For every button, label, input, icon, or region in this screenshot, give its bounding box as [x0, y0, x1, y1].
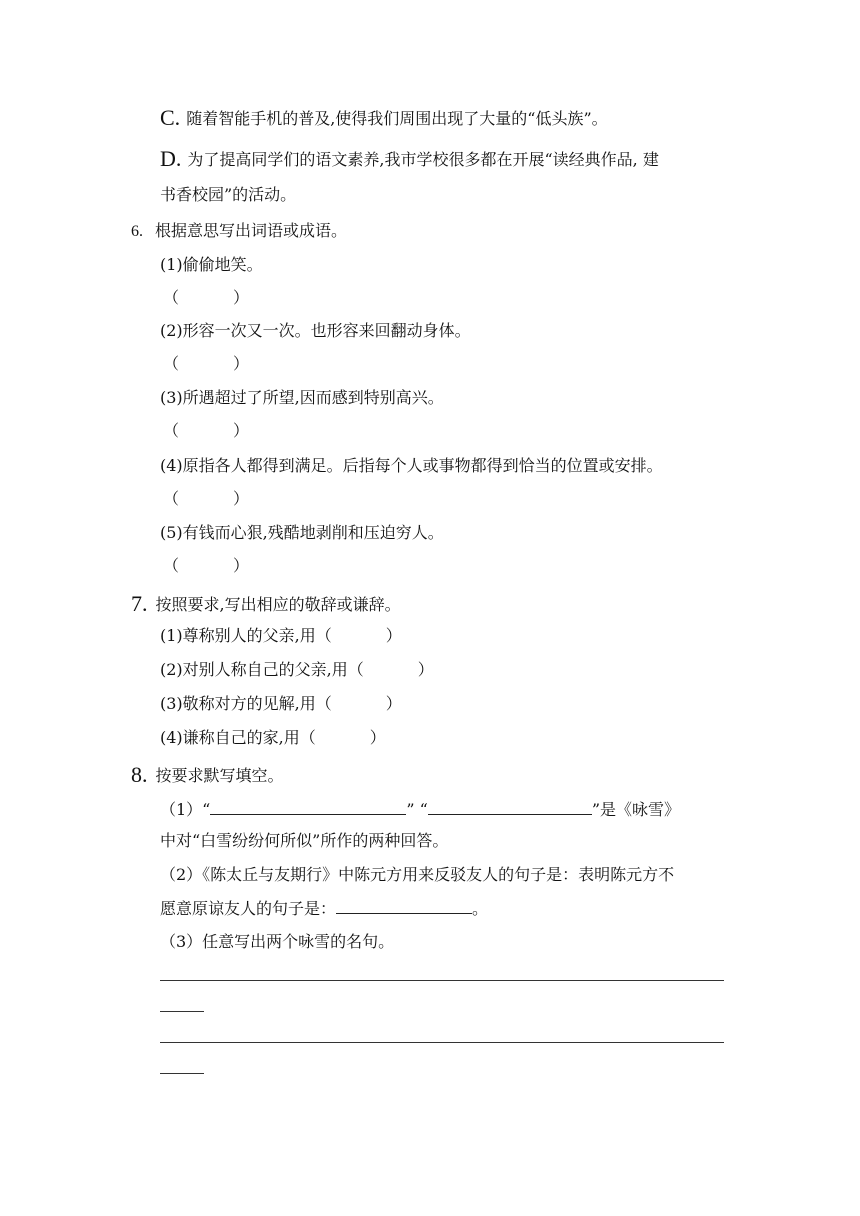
paren-open: （ [163, 556, 180, 575]
q8-part-2-prefix: 愿意原谅友人的句子是： [160, 899, 337, 918]
q7-item-1-text: (1)尊称别人的父亲,用 [160, 626, 316, 645]
option-d-line2: 书香校园”的活动。 [160, 185, 297, 204]
option-d [160, 147, 659, 171]
paren-open: （ [315, 626, 332, 645]
option-d-letter: D. [160, 146, 182, 171]
q7-item-2 [160, 659, 434, 681]
question-6 [131, 220, 347, 243]
q6-item-5: (5)有钱而心狠,残酷地剥削和压迫穷人。 [160, 523, 444, 542]
paren-close: ） [385, 626, 402, 645]
paren-open: （ [163, 421, 180, 440]
paren-close: ） [233, 354, 250, 373]
paren-close: ） [417, 660, 434, 679]
q8-part-1-line2: 中对“白雪纷纷何所似”所作的两种回答。 [160, 831, 449, 850]
answer-line-1-cont[interactable] [160, 1011, 204, 1012]
paren-open: （ [163, 288, 180, 307]
question-7-title: 按照要求,写出相应的敬辞或谦辞。 [155, 595, 401, 614]
q6-answer-3[interactable] [163, 420, 249, 442]
paren-close: ） [233, 421, 250, 440]
question-8-title: 按要求默写填空。 [155, 766, 284, 785]
paren-open: （ [299, 728, 316, 747]
q8-part-2-suffix: 。 [472, 899, 489, 918]
question-6-title: 根据意思写出词语或成语。 [155, 221, 348, 240]
q8-blank-1[interactable] [210, 798, 406, 815]
q6-item-1: (1)偷偷地笑。 [160, 255, 263, 274]
paren-open: （ [163, 354, 180, 373]
q8-part-3: （3）任意写出两个咏雪的名句。 [160, 932, 395, 951]
q8-part-2-line1: （2）《陈太丘与友期行》中陈元方用来反驳友人的句子是：表明陈元方不 [160, 865, 675, 884]
q7-item-4 [160, 727, 386, 749]
q8-blank-2[interactable] [428, 798, 592, 815]
paren-close: ） [233, 556, 250, 575]
option-c-text: 随着智能手机的普及,使得我们周围出现了大量的“低头族”。 [186, 109, 608, 128]
q6-answer-5[interactable] [163, 555, 249, 577]
q6-answer-1[interactable] [163, 287, 249, 309]
paren-close: ） [233, 288, 250, 307]
question-8 [131, 763, 284, 787]
question-6-number: 6. [131, 223, 143, 240]
paren-open: （ [163, 489, 180, 508]
q7-item-2-text: (2)对别人称自己的父亲,用 [160, 660, 348, 679]
answer-line-2-cont[interactable] [160, 1073, 204, 1074]
q7-item-4-text: (4)谦称自己的家,用 [160, 728, 300, 747]
q8-blank-3[interactable] [336, 897, 472, 914]
answer-line-2[interactable] [160, 1042, 724, 1043]
paren-open: （ [315, 694, 332, 713]
paren-close: ） [385, 694, 402, 713]
q6-item-3: (3)所遇超过了所望,因而感到特别高兴。 [160, 388, 444, 407]
question-7-number: 7. [131, 591, 148, 616]
option-c-letter: C. [160, 105, 181, 130]
paren-close: ） [369, 728, 386, 747]
q7-item-3-text: (3)敬称对方的见解,用 [160, 694, 316, 713]
q8-part-1-prefix: （1）“ [160, 800, 211, 819]
question-7 [131, 592, 401, 616]
q6-answer-4[interactable] [163, 488, 249, 510]
answer-line-1[interactable] [160, 980, 724, 981]
q7-item-3 [160, 693, 402, 715]
option-c [160, 106, 608, 130]
q7-item-1 [160, 625, 402, 647]
paren-close: ） [233, 489, 250, 508]
q8-part-1-suffix: ”是《咏雪》 [591, 800, 681, 819]
q8-part-2-line2 [160, 897, 488, 920]
paren-open: （ [347, 660, 364, 679]
option-d-text-line1: 为了提高同学们的语文素养,我市学校很多都在开展“读经典作品, 建 [187, 150, 659, 169]
q6-answer-2[interactable] [163, 353, 249, 375]
q6-item-2: (2)形容一次又一次。也形容来回翻动身体。 [160, 321, 471, 340]
q8-part-1 [160, 798, 680, 821]
q8-part-1-mid: ” “ [406, 800, 428, 819]
question-8-number: 8. [131, 762, 148, 787]
q6-item-4: (4)原指各人都得到满足。后指每个人或事物都得到恰当的位置或安排。 [160, 456, 663, 475]
